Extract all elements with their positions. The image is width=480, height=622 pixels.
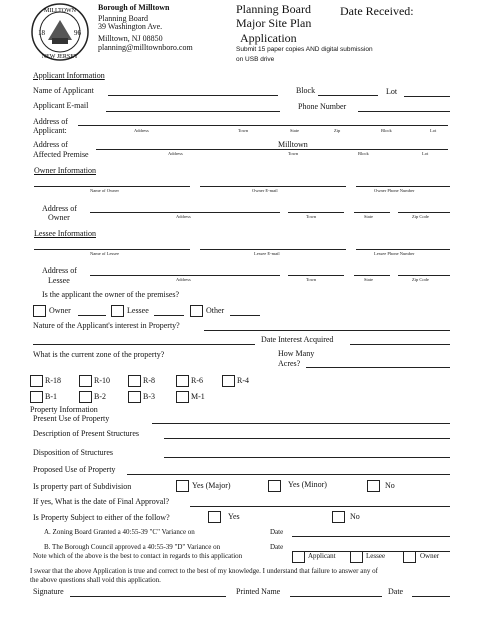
contact-applicant-label: Applicant [308,552,336,560]
printed-name-label: Printed Name [236,587,281,596]
lessee-section-title: Lessee Information [34,229,96,238]
present-use-field[interactable] [152,423,450,424]
sub-address: Address [134,128,149,133]
interest-field[interactable] [204,330,450,331]
lessee-name-field[interactable] [34,249,190,250]
owner-sub-name: Name of Owner [90,188,119,193]
lessee-address-label-2: Lessee [48,276,70,285]
signature-label: Signature [33,587,64,596]
proposed-use-field[interactable] [127,474,450,475]
affected-town-value: Milltown [278,140,308,149]
sub-state: State [290,128,299,133]
zone-b3-label: B-3 [143,392,155,401]
yes-major-label: Yes (Major) [192,481,231,490]
lessee-phone-field[interactable] [356,249,450,250]
variance-a-date-field[interactable] [292,536,450,537]
date-received-label: Date Received: [340,4,414,18]
variance-a-date-label: Date [270,528,284,536]
phone-field[interactable] [358,111,450,112]
owner-address-label-1: Address of [42,204,77,213]
acres-label-2: Acres? [278,359,301,368]
owner-sub-email: Owner E-mail [252,188,278,193]
zone-b1-label: B-1 [45,392,57,401]
present-use-label: Present Use of Property [33,414,110,423]
applicant-address-label-2: Applicant: [33,126,67,135]
applicant-address-label-1: Address of [33,117,68,126]
final-approval-label: If yes, What is the date of Final Approval? [33,497,170,506]
contact-lessee-label: Lessee [366,552,386,560]
contact-lessee-checkbox[interactable] [350,551,363,563]
subject-yes-checkbox[interactable] [208,511,221,523]
lessee-sub-address: Address [176,277,191,282]
printed-name-field[interactable] [290,596,382,597]
affirmation-text-1: I swear that the above Application is true and correct to the best of my knowledge. I understand that failure to answer any of [30,567,378,575]
structures-label: Description of Present Structures [33,429,139,438]
affected-label-2: Affected Premise [33,150,89,159]
applicant-email-label: Applicant E-mail [33,101,89,110]
date-acquired-field[interactable] [350,344,450,345]
lessee-sub-town: Town [306,277,317,282]
zone-b2-label: B-2 [94,392,106,401]
disposition-field[interactable] [164,457,450,458]
affected-sub-town: Town [288,151,299,156]
owner-sub-town: Town [306,214,317,219]
lessee-sub-zip: Zip Code [412,277,429,282]
block-label: Block [296,86,316,95]
zone-b2-checkbox[interactable] [79,391,92,403]
owner-address-field[interactable] [90,212,280,213]
lessee-address-label-1: Address of [42,266,77,275]
other-checkbox[interactable] [190,305,203,317]
affected-label-1: Address of [33,140,68,149]
lessee-state-field[interactable] [354,275,390,276]
owner-name-field[interactable] [34,186,190,187]
lessee-zip-field[interactable] [398,275,450,276]
zone-r18-checkbox[interactable] [30,375,43,387]
dept-name: Planning Board [98,14,148,23]
owner-question: Is the applicant the owner of the premises? [42,290,180,299]
zone-r4-checkbox[interactable] [222,375,235,387]
lessee-email-field[interactable] [200,249,346,250]
subject-no-checkbox[interactable] [332,511,345,523]
owner-phone-field[interactable] [356,186,450,187]
zone-r8-label: R-8 [143,376,155,385]
contact-applicant-checkbox[interactable] [292,551,305,563]
zone-r4-label: R-4 [237,376,249,385]
zone-r8-checkbox[interactable] [128,375,141,387]
city-address: Milltown, NJ 08850 [98,34,163,43]
subject-no-label: No [350,512,360,521]
lessee-option-label: Lessee [127,306,149,315]
variance-b-label: B. The Borough Council approved a 40:55-39 "D" Variance on [44,543,221,551]
interest-question: Nature of the Applicant's interest in Property? [33,321,180,330]
owner-email-field[interactable] [200,186,346,187]
zone-b1-checkbox[interactable] [30,391,43,403]
variance-b-date-label: Date [270,543,284,551]
sub-lot: Lot [430,128,437,133]
zone-m1-checkbox[interactable] [176,391,189,403]
lot-label: Lot [386,87,398,96]
lessee-option-line [154,315,184,316]
block-field[interactable] [318,95,378,96]
lessee-checkbox[interactable] [111,305,124,317]
other-option-label: Other [206,306,225,315]
lessee-address-field[interactable] [90,275,280,276]
sub-block: Block [381,128,392,133]
seal-top-text: MILLTOWN [44,8,76,14]
lessee-sub-email: Lessee E-mail [254,251,280,256]
contact-owner-label: Owner [420,552,440,560]
sub-no-label: No [385,481,395,490]
lessee-town-field[interactable] [288,275,344,276]
lessee-sub-state: State [364,277,373,282]
affected-sub-lot: Lot [422,151,429,156]
lot-field[interactable] [404,96,450,97]
interest-field-2[interactable] [33,344,255,345]
yes-major-checkbox[interactable] [176,480,189,492]
street-address: 39 Washington Ave. [98,22,163,31]
proposed-use-label: Proposed Use of Property [33,465,116,474]
owner-section-title: Owner Information [34,166,96,175]
owner-sub-state: State [364,214,373,219]
owner-checkbox[interactable] [33,305,46,317]
submit-note-1: Submit 15 paper copies AND digital submission [236,46,373,53]
title-line-1: Planning Board [236,2,311,16]
lessee-sub-name: Name of Lessee [90,251,119,256]
contact-owner-checkbox[interactable] [403,551,416,563]
seal-bottom-text: NEW JERSEY [41,54,79,60]
subject-yes-label: Yes [228,512,240,521]
submit-note-2: on USB drive [236,56,275,63]
zone-m1-label: M-1 [191,392,205,401]
applicant-name-label: Name of Applicant [33,86,94,95]
best-contact-label: Note which of the above is the best to contact in regards to this application [33,552,243,560]
zone-r6-checkbox[interactable] [176,375,189,387]
lessee-sub-phone: Lessee Phone Number [374,251,415,256]
zone-r10-label: R-10 [94,376,110,385]
affected-address-field[interactable] [96,149,448,150]
title-line-2: Major Site Plan [236,16,312,30]
affirm-date-field[interactable] [412,596,450,597]
owner-address-label-2: Owner [48,213,70,222]
owner-town-field[interactable] [288,212,344,213]
applicant-email-field[interactable] [106,111,280,112]
zone-question: What is the current zone of the property? [33,350,165,359]
contact-email: planning@milltownboro.com [98,43,193,52]
title-line-3: Application [240,31,297,45]
yes-minor-label: Yes (Minor) [288,480,327,489]
other-option-line[interactable] [230,315,260,316]
owner-zip-field[interactable] [398,212,450,213]
affected-sub-address: Address [168,151,183,156]
acres-label-1: How Many [278,349,315,358]
owner-option-label: Owner [49,306,71,315]
final-approval-field[interactable] [190,506,450,507]
owner-option-line [78,315,106,316]
owner-sub-phone: Owner Phone Number [374,188,415,193]
borough-seal [30,2,90,62]
applicant-address-field[interactable] [78,125,448,126]
owner-sub-address: Address [176,214,191,219]
owner-sub-zip: Zip Code [412,214,429,219]
owner-state-field[interactable] [354,212,390,213]
zone-r10-checkbox[interactable] [79,375,92,387]
seal-year-left: 18 [38,29,45,37]
zone-b3-checkbox[interactable] [128,391,141,403]
phone-label: Phone Number [298,102,347,111]
subject-question: Is Property Subject to either of the follow? [33,513,170,522]
disposition-label: Disposition of Structures [33,448,113,457]
zone-r18-label: R-18 [45,376,61,385]
applicant-section-title: Applicant Information [33,71,105,80]
structures-field[interactable] [164,438,450,439]
date-acquired-label: Date Interest Acquired [261,335,334,344]
property-section-title: Property Information [30,405,98,414]
variance-a-label: A. Zoning Board Granted a 40:55-39 "C" Variance on [44,528,195,536]
applicant-name-field[interactable] [108,95,278,96]
yes-minor-checkbox[interactable] [268,480,281,492]
affected-sub-block: Block [358,151,369,156]
sub-zip: Zip [334,128,341,133]
sub-town: Town [238,128,249,133]
affirmation-text-2: the above questions shall void this application. [30,576,161,584]
zone-r6-label: R-6 [191,376,203,385]
acres-field[interactable] [306,367,450,368]
affirm-date-label: Date [388,587,404,596]
seal-year-right: 96 [74,29,81,37]
subdivision-question: Is property part of Subdivision [33,482,132,491]
signature-field[interactable] [70,596,226,597]
borough-name: Borough of Milltown [98,3,170,12]
sub-no-checkbox[interactable] [367,480,380,492]
